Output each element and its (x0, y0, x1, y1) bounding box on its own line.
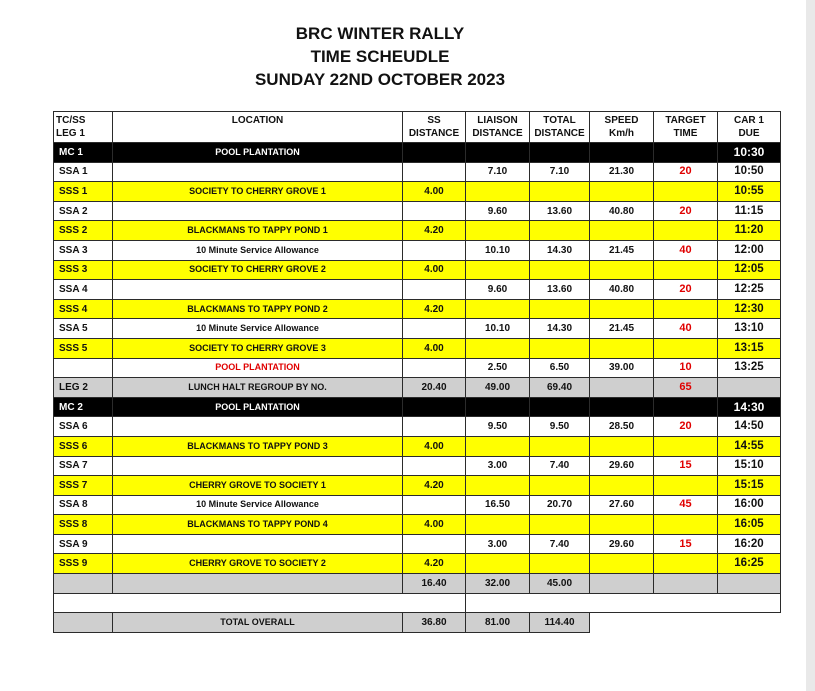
spacer-cell (54, 593, 466, 613)
col-stage-cell: MC 1 (54, 143, 113, 163)
col-location-cell (113, 417, 403, 437)
col-speed-cell (590, 221, 654, 241)
col-liaison-distance-cell: 16.50 (466, 495, 530, 515)
col-location-cell: LUNCH HALT REGROUP BY NO. (113, 378, 403, 398)
col-location-cell: POOL PLANTATION (113, 358, 403, 378)
col-car1-due-cell (718, 378, 781, 398)
col-location-cell: POOL PLANTATION (113, 397, 403, 417)
col-ss-distance-cell: 4.20 (403, 299, 466, 319)
col-target-time-cell (654, 221, 718, 241)
col-target-time-cell: 45 (654, 495, 718, 515)
col-total-distance-cell (530, 554, 590, 574)
col-liaison-distance-cell (466, 338, 530, 358)
col-ss-distance-cell: 4.20 (403, 221, 466, 241)
col-total-distance-cell: 14.30 (530, 319, 590, 339)
col-car1-due-cell: 11:15 (718, 201, 781, 221)
col-target-time-cell: 15 (654, 456, 718, 476)
header-line: CAR 1 (733, 115, 764, 126)
header-line: DISTANCE (534, 128, 585, 139)
col-stage-cell: SSS 9 (54, 554, 113, 574)
col-target-time-cell: 40 (654, 319, 718, 339)
col-ss-distance-cell (403, 534, 466, 554)
col-total-distance-cell (530, 397, 590, 417)
col-liaison-distance-cell: 10.10 (466, 319, 530, 339)
page-edge (806, 0, 815, 691)
col-ss-distance-header (403, 112, 466, 143)
col-stage-cell: SSA 5 (54, 319, 113, 339)
header-line: LEG 1 (56, 128, 85, 139)
table-row (54, 397, 781, 417)
col-total-distance-cell (530, 299, 590, 319)
col-stage-cell: SSA 8 (54, 495, 113, 515)
col-speed-cell: 21.30 (590, 162, 654, 182)
col-target-time-cell: 15 (654, 534, 718, 554)
col-stage-cell: SSS 8 (54, 515, 113, 535)
table-row (54, 358, 781, 378)
col-total-distance-cell: 20.70 (530, 495, 590, 515)
col-stage-cell: SSS 1 (54, 182, 113, 202)
col-stage-cell (54, 358, 113, 378)
table-row (54, 534, 781, 554)
time-schedule-table (53, 111, 781, 633)
col-location-cell: BLACKMANS TO TAPPY POND 1 (113, 221, 403, 241)
header-line: LOCATION (231, 115, 284, 126)
header-line: SPEED (604, 115, 639, 126)
col-speed-cell (590, 260, 654, 280)
col-speed-cell (590, 378, 654, 398)
col-location-cell: POOL PLANTATION (113, 143, 403, 163)
col-ss-distance-cell (403, 397, 466, 417)
col-location-cell: CHERRY GROVE TO SOCIETY 2 (113, 554, 403, 574)
rally-title: BRC WINTER RALLY (295, 24, 465, 43)
table-row (54, 143, 781, 163)
col-stage-cell: SSS 6 (54, 436, 113, 456)
total-total-distance: 114.40 (530, 613, 590, 633)
empty-area (590, 613, 781, 633)
col-stage-cell: SSS 5 (54, 338, 113, 358)
header-line: LIAISON (477, 115, 518, 126)
col-location-cell: SOCIETY TO CHERRY GROVE 2 (113, 260, 403, 280)
table-row (54, 319, 781, 339)
col-ss-distance-cell: 4.00 (403, 338, 466, 358)
col-liaison-distance-cell (466, 221, 530, 241)
col-stage-cell (54, 574, 113, 594)
col-target-time-cell: 40 (654, 240, 718, 260)
col-car1-due-cell: 14:50 (718, 417, 781, 437)
col-speed-cell: 21.45 (590, 240, 654, 260)
col-stage-cell: SSA 3 (54, 240, 113, 260)
col-total-distance-cell (530, 476, 590, 496)
schedule-date: SUNDAY 22ND OCTOBER 2023 (254, 70, 506, 89)
col-total-distance-cell: 13.60 (530, 280, 590, 300)
col-stage-cell (54, 613, 113, 633)
col-location-cell: 10 Minute Service Allowance (113, 319, 403, 339)
col-stage-cell: SSA 1 (54, 162, 113, 182)
col-car1-due-cell: 15:15 (718, 476, 781, 496)
col-stage-cell: MC 2 (54, 397, 113, 417)
col-target-time-header (654, 112, 718, 143)
col-liaison-distance-cell: 10.10 (466, 240, 530, 260)
col-liaison-distance-cell: 9.60 (466, 201, 530, 221)
col-car1-due-cell: 16:00 (718, 495, 781, 515)
col-speed-cell (590, 476, 654, 496)
col-total-distance-cell (530, 515, 590, 535)
col-liaison-distance-cell: 9.50 (466, 417, 530, 437)
col-liaison-distance-cell: 2.50 (466, 358, 530, 378)
col-speed-cell: 28.50 (590, 417, 654, 437)
col-stage-header (54, 112, 113, 143)
col-car1-due-cell: 15:10 (718, 456, 781, 476)
table-row (54, 417, 781, 437)
col-total-distance-cell (530, 436, 590, 456)
col-ss-distance-cell: 4.00 (403, 436, 466, 456)
col-speed-cell (590, 182, 654, 202)
spacer-row (54, 593, 781, 613)
col-liaison-distance-cell (466, 299, 530, 319)
col-location-cell: CHERRY GROVE TO SOCIETY 1 (113, 476, 403, 496)
col-ss-distance-cell (403, 201, 466, 221)
header-line: TARGET (665, 115, 706, 126)
col-ss-distance-cell (403, 495, 466, 515)
col-total-distance-cell: 7.40 (530, 534, 590, 554)
col-car1-due-header (718, 112, 781, 143)
header-line: TIME (673, 128, 698, 139)
col-liaison-distance-cell: 9.60 (466, 280, 530, 300)
table-row (54, 280, 781, 300)
col-liaison-distance-cell (466, 260, 530, 280)
col-location-cell: 10 Minute Service Allowance (113, 495, 403, 515)
total-liaison-distance: 81.00 (466, 613, 530, 633)
col-target-time-cell (654, 260, 718, 280)
col-speed-cell: 40.80 (590, 201, 654, 221)
col-speed-cell: 39.00 (590, 358, 654, 378)
col-liaison-distance-cell (466, 397, 530, 417)
col-location-cell: SOCIETY TO CHERRY GROVE 1 (113, 182, 403, 202)
col-total-distance-header (530, 112, 590, 143)
col-car1-due-cell: 14:55 (718, 436, 781, 456)
col-car1-due-cell: 13:15 (718, 338, 781, 358)
col-ss-distance-cell (403, 143, 466, 163)
col-stage-cell: SSA 9 (54, 534, 113, 554)
col-speed-cell: 27.60 (590, 495, 654, 515)
header-row (54, 112, 781, 143)
col-target-time-cell: 20 (654, 417, 718, 437)
col-speed-cell (590, 436, 654, 456)
col-ss-distance-cell (403, 319, 466, 339)
col-stage-cell: LEG 2 (54, 378, 113, 398)
header-line: DUE (738, 128, 760, 139)
col-car1-due-cell: 13:10 (718, 319, 781, 339)
col-total-distance-cell: 13.60 (530, 201, 590, 221)
table-row (54, 240, 781, 260)
col-location-cell: BLACKMANS TO TAPPY POND 3 (113, 436, 403, 456)
col-location-cell (113, 534, 403, 554)
col-total-distance-cell: 45.00 (530, 574, 590, 594)
col-speed-cell (590, 397, 654, 417)
col-ss-distance-cell: 20.40 (403, 378, 466, 398)
col-target-time-cell (654, 182, 718, 202)
col-total-distance-cell (530, 143, 590, 163)
col-car1-due-cell: 11:20 (718, 221, 781, 241)
col-target-time-cell (654, 574, 718, 594)
table-row (54, 436, 781, 456)
col-stage-cell: SSA 4 (54, 280, 113, 300)
col-car1-due-cell: 10:55 (718, 182, 781, 202)
col-car1-due-cell: 10:30 (718, 143, 781, 163)
col-location-header (113, 112, 403, 143)
col-target-time-cell: 20 (654, 280, 718, 300)
col-speed-cell (590, 338, 654, 358)
col-car1-due-cell: 16:20 (718, 534, 781, 554)
col-liaison-distance-cell: 32.00 (466, 574, 530, 594)
col-ss-distance-cell (403, 240, 466, 260)
col-total-distance-cell: 6.50 (530, 358, 590, 378)
col-total-distance-cell (530, 260, 590, 280)
header-line: TOTAL (543, 115, 576, 126)
col-speed-cell: 29.60 (590, 456, 654, 476)
col-car1-due-cell: 12:00 (718, 240, 781, 260)
col-location-cell (113, 456, 403, 476)
col-total-distance-cell: 69.40 (530, 378, 590, 398)
col-location-cell (113, 162, 403, 182)
col-location-cell: BLACKMANS TO TAPPY POND 4 (113, 515, 403, 535)
header-line: DISTANCE (408, 128, 460, 139)
table-row (54, 338, 781, 358)
table-row (54, 299, 781, 319)
col-liaison-distance-cell (466, 515, 530, 535)
spacer-cell (466, 593, 781, 613)
col-ss-distance-cell (403, 456, 466, 476)
col-liaison-distance-cell (466, 554, 530, 574)
table-row (54, 378, 781, 398)
col-ss-distance-cell: 4.00 (403, 260, 466, 280)
table-row (54, 201, 781, 221)
col-ss-distance-cell (403, 417, 466, 437)
col-liaison-distance-cell: 3.00 (466, 534, 530, 554)
table-row (54, 515, 781, 535)
col-target-time-cell (654, 436, 718, 456)
col-target-time-cell: 20 (654, 162, 718, 182)
total-ss-distance: 36.80 (403, 613, 466, 633)
col-ss-distance-cell (403, 162, 466, 182)
col-ss-distance-cell (403, 280, 466, 300)
col-location-cell (113, 280, 403, 300)
col-speed-cell: 29.60 (590, 534, 654, 554)
col-target-time-cell (654, 554, 718, 574)
col-target-time-cell (654, 515, 718, 535)
col-location-cell: 10 Minute Service Allowance (113, 240, 403, 260)
col-ss-distance-cell: 4.20 (403, 554, 466, 574)
col-car1-due-cell (718, 574, 781, 594)
col-total-distance-cell: 9.50 (530, 417, 590, 437)
col-car1-due-cell: 12:05 (718, 260, 781, 280)
col-speed-cell (590, 554, 654, 574)
col-speed-cell: 40.80 (590, 280, 654, 300)
col-car1-due-cell: 14:30 (718, 397, 781, 417)
col-speed-cell (590, 515, 654, 535)
col-car1-due-cell: 16:05 (718, 515, 781, 535)
col-liaison-distance-cell: 3.00 (466, 456, 530, 476)
col-speed-cell (590, 299, 654, 319)
table-row (54, 554, 781, 574)
col-stage-cell: SSA 7 (54, 456, 113, 476)
total-overall-row (54, 613, 781, 633)
col-car1-due-cell: 10:50 (718, 162, 781, 182)
col-ss-distance-cell: 4.00 (403, 182, 466, 202)
col-ss-distance-cell: 4.00 (403, 515, 466, 535)
schedule-title: TIME SCHEUDLE (310, 47, 450, 66)
col-target-time-cell: 10 (654, 358, 718, 378)
col-target-time-cell (654, 143, 718, 163)
header-line: DISTANCE (472, 128, 523, 139)
col-target-time-cell (654, 476, 718, 496)
col-speed-cell: 21.45 (590, 319, 654, 339)
col-target-time-cell: 65 (654, 378, 718, 398)
table-row (54, 456, 781, 476)
col-stage-cell: SSS 3 (54, 260, 113, 280)
col-liaison-distance-cell: 49.00 (466, 378, 530, 398)
table-row (54, 162, 781, 182)
col-location-cell (113, 201, 403, 221)
col-target-time-cell (654, 397, 718, 417)
col-stage-cell: SSS 7 (54, 476, 113, 496)
col-total-distance-cell: 14.30 (530, 240, 590, 260)
col-liaison-distance-cell: 7.10 (466, 162, 530, 182)
col-stage-cell: SSS 2 (54, 221, 113, 241)
col-stage-cell: SSS 4 (54, 299, 113, 319)
table-row (54, 574, 781, 594)
col-total-distance-cell (530, 221, 590, 241)
col-stage-cell: SSA 2 (54, 201, 113, 221)
col-liaison-distance-cell (466, 182, 530, 202)
col-car1-due-cell: 12:25 (718, 280, 781, 300)
col-location-cell: BLACKMANS TO TAPPY POND 2 (113, 299, 403, 319)
header-line: TC/SS (56, 115, 86, 126)
col-total-distance-cell (530, 338, 590, 358)
col-total-distance-cell (530, 182, 590, 202)
col-ss-distance-cell: 4.20 (403, 476, 466, 496)
col-speed-cell (590, 574, 654, 594)
total-overall-label: TOTAL OVERALL (113, 613, 403, 633)
col-speed-header (590, 112, 654, 143)
col-target-time-cell (654, 299, 718, 319)
col-liaison-distance-header (466, 112, 530, 143)
header-line: SS (427, 115, 441, 126)
col-car1-due-cell: 13:25 (718, 358, 781, 378)
table-row (54, 476, 781, 496)
col-location-cell (113, 574, 403, 594)
col-target-time-cell: 20 (654, 201, 718, 221)
table-row (54, 495, 781, 515)
col-car1-due-cell: 16:25 (718, 554, 781, 574)
col-car1-due-cell: 12:30 (718, 299, 781, 319)
col-liaison-distance-cell (466, 143, 530, 163)
header-line: Km/h (609, 128, 634, 139)
col-stage-cell: SSA 6 (54, 417, 113, 437)
col-total-distance-cell: 7.10 (530, 162, 590, 182)
table-row (54, 221, 781, 241)
col-total-distance-cell: 7.40 (530, 456, 590, 476)
col-speed-cell (590, 143, 654, 163)
table-row (54, 182, 781, 202)
col-target-time-cell (654, 338, 718, 358)
col-location-cell: SOCIETY TO CHERRY GROVE 3 (113, 338, 403, 358)
col-ss-distance-cell: 16.40 (403, 574, 466, 594)
table-row (54, 260, 781, 280)
col-ss-distance-cell (403, 358, 466, 378)
col-liaison-distance-cell (466, 476, 530, 496)
col-liaison-distance-cell (466, 436, 530, 456)
